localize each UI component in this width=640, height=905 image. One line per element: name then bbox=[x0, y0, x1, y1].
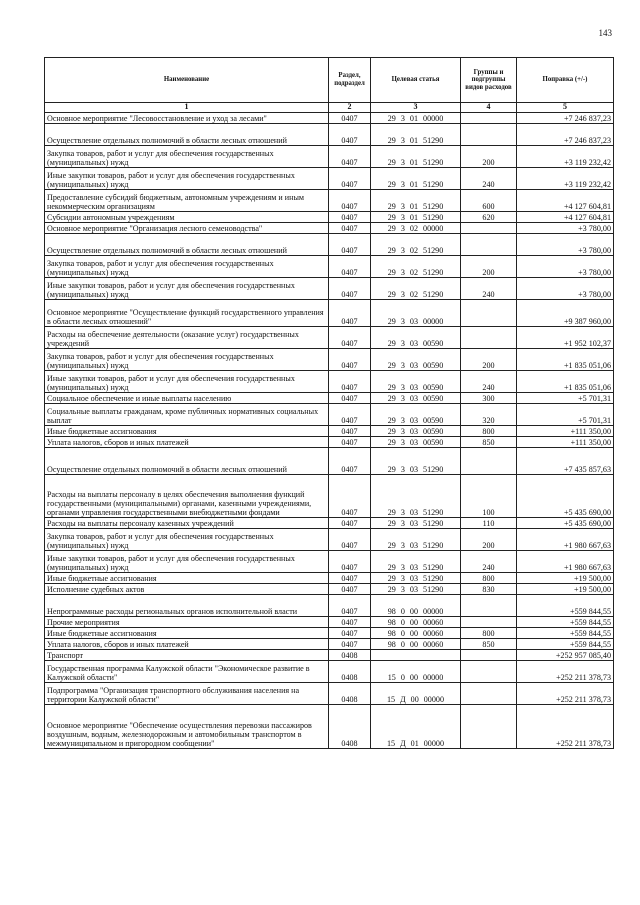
row-amount: +111 350,00 bbox=[517, 436, 614, 447]
row-target-article: 98 0 00 00000 bbox=[371, 594, 461, 616]
table-row bbox=[45, 682, 614, 704]
row-target-article: 29 3 03 51290 bbox=[371, 447, 461, 474]
table-row bbox=[45, 704, 614, 748]
header-amendment: Поправка (+/-) bbox=[517, 58, 614, 103]
row-target-article: 29 3 02 00000 bbox=[371, 222, 461, 233]
row-amount: +1 952 102,37 bbox=[517, 326, 614, 348]
row-expense-group bbox=[461, 660, 517, 682]
row-section: 0407 bbox=[329, 326, 371, 348]
row-amount: +3 780,00 bbox=[517, 255, 614, 277]
row-amount: +111 350,00 bbox=[517, 425, 614, 436]
row-target-article bbox=[371, 649, 461, 660]
row-section: 0408 bbox=[329, 649, 371, 660]
row-expense-group bbox=[461, 594, 517, 616]
table-row bbox=[45, 528, 614, 550]
row-name: Основное мероприятие "Осуществление функций государственного управления в области лесных отношений" bbox=[45, 299, 329, 326]
row-amount: +4 127 604,81 bbox=[517, 211, 614, 222]
row-target-article: 29 3 02 51290 bbox=[371, 255, 461, 277]
row-section: 0407 bbox=[329, 627, 371, 638]
row-amount: +9 387 960,00 bbox=[517, 299, 614, 326]
row-target-article: 98 0 00 00060 bbox=[371, 627, 461, 638]
row-expense-group: 240 bbox=[461, 277, 517, 299]
row-amount: +3 780,00 bbox=[517, 233, 614, 255]
row-expense-group bbox=[461, 233, 517, 255]
table-row bbox=[45, 277, 614, 299]
row-amount: +559 844,55 bbox=[517, 627, 614, 638]
row-amount: +1 835 051,06 bbox=[517, 348, 614, 370]
row-amount: +7 246 837,23 bbox=[517, 112, 614, 123]
row-target-article: 29 3 02 51290 bbox=[371, 233, 461, 255]
row-name: Непрограммные расходы региональных органов исполнительной власти bbox=[45, 594, 329, 616]
row-section: 0407 bbox=[329, 425, 371, 436]
table-row bbox=[45, 660, 614, 682]
table-row bbox=[45, 550, 614, 572]
column-number-row bbox=[45, 103, 614, 113]
row-target-article: 29 3 01 51290 bbox=[371, 167, 461, 189]
column-number: 2 bbox=[329, 103, 371, 113]
row-expense-group: 800 bbox=[461, 572, 517, 583]
row-target-article: 29 3 03 51290 bbox=[371, 528, 461, 550]
row-expense-group bbox=[461, 326, 517, 348]
row-name: Прочие мероприятия bbox=[45, 616, 329, 627]
row-name: Предоставление субсидий бюджетным, автономным учреждениям и иным некоммерческим организациям bbox=[45, 189, 329, 211]
row-target-article: 29 3 03 51290 bbox=[371, 474, 461, 517]
row-amount: +559 844,55 bbox=[517, 616, 614, 627]
header-name: Наименование bbox=[45, 58, 329, 103]
table-row bbox=[45, 233, 614, 255]
row-section: 0407 bbox=[329, 222, 371, 233]
row-amount: +252 211 378,73 bbox=[517, 704, 614, 748]
row-name: Уплата налогов, сборов и иных платежей bbox=[45, 638, 329, 649]
row-section: 0407 bbox=[329, 123, 371, 145]
row-amount: +559 844,55 bbox=[517, 594, 614, 616]
row-name: Расходы на выплаты персоналу казенных учреждений bbox=[45, 517, 329, 528]
table-row bbox=[45, 145, 614, 167]
column-number: 1 bbox=[45, 103, 329, 113]
row-expense-group bbox=[461, 447, 517, 474]
row-section: 0407 bbox=[329, 572, 371, 583]
budget-amendment-table bbox=[44, 57, 614, 749]
row-target-article: 29 3 03 51290 bbox=[371, 550, 461, 572]
row-section: 0407 bbox=[329, 638, 371, 649]
row-section: 0407 bbox=[329, 392, 371, 403]
row-section: 0408 bbox=[329, 704, 371, 748]
table-row bbox=[45, 517, 614, 528]
row-name: Закупка товаров, работ и услуг для обеспечения государственных (муниципальных) нужд bbox=[45, 255, 329, 277]
row-target-article: 29 3 01 51290 bbox=[371, 211, 461, 222]
row-section: 0407 bbox=[329, 255, 371, 277]
row-expense-group: 240 bbox=[461, 370, 517, 392]
row-name: Иные закупки товаров, работ и услуг для обеспечения государственных (муниципальных) нужд bbox=[45, 277, 329, 299]
row-section: 0407 bbox=[329, 436, 371, 447]
row-expense-group: 320 bbox=[461, 403, 517, 425]
table-row bbox=[45, 211, 614, 222]
row-amount: +3 780,00 bbox=[517, 277, 614, 299]
row-section: 0407 bbox=[329, 474, 371, 517]
row-name: Закупка товаров, работ и услуг для обеспечения государственных (муниципальных) нужд bbox=[45, 145, 329, 167]
table-row bbox=[45, 370, 614, 392]
header-target-article: Целевая статья bbox=[371, 58, 461, 103]
row-name: Закупка товаров, работ и услуг для обеспечения государственных (муниципальных) нужд bbox=[45, 348, 329, 370]
row-name: Основное мероприятие "Лесовосстановление и уход за лесами" bbox=[45, 112, 329, 123]
row-expense-group: 200 bbox=[461, 348, 517, 370]
row-expense-group bbox=[461, 649, 517, 660]
table-row bbox=[45, 616, 614, 627]
row-name: Иные закупки товаров, работ и услуг для обеспечения государственных (муниципальных) нужд bbox=[45, 167, 329, 189]
table-row bbox=[45, 326, 614, 348]
row-amount: +252 211 378,73 bbox=[517, 660, 614, 682]
row-target-article: 98 0 00 00060 bbox=[371, 616, 461, 627]
row-name: Социальное обеспечение и иные выплаты населению bbox=[45, 392, 329, 403]
row-expense-group: 300 bbox=[461, 392, 517, 403]
table-row bbox=[45, 189, 614, 211]
row-target-article: 29 3 02 51290 bbox=[371, 277, 461, 299]
row-target-article: 29 3 03 00590 bbox=[371, 436, 461, 447]
row-amount: +1 980 667,63 bbox=[517, 528, 614, 550]
row-amount: +3 119 232,42 bbox=[517, 145, 614, 167]
row-expense-group bbox=[461, 299, 517, 326]
row-name: Осуществление отдельных полномочий в области лесных отношений bbox=[45, 447, 329, 474]
header-row bbox=[45, 58, 614, 103]
row-target-article: 29 3 03 51290 bbox=[371, 583, 461, 594]
table-row bbox=[45, 348, 614, 370]
row-target-article: 29 3 01 51290 bbox=[371, 145, 461, 167]
row-amount: +4 127 604,81 bbox=[517, 189, 614, 211]
row-target-article: 29 3 01 51290 bbox=[371, 123, 461, 145]
row-section: 0407 bbox=[329, 528, 371, 550]
row-name: Подпрограмма "Организация транспортного обслуживания населения на территории Калужской области" bbox=[45, 682, 329, 704]
row-expense-group: 800 bbox=[461, 627, 517, 638]
row-expense-group: 110 bbox=[461, 517, 517, 528]
header-expense-group: Группы и подгруппы видов расходов bbox=[461, 58, 517, 103]
page-number: 143 bbox=[598, 28, 612, 38]
table-row bbox=[45, 299, 614, 326]
row-expense-group: 600 bbox=[461, 189, 517, 211]
header-section: Раздел, подраздел bbox=[329, 58, 371, 103]
row-name: Иные закупки товаров, работ и услуг для обеспечения государственных (муниципальных) нужд bbox=[45, 550, 329, 572]
row-target-article: 29 3 01 51290 bbox=[371, 189, 461, 211]
row-section: 0407 bbox=[329, 550, 371, 572]
row-name: Государственная программа Калужской области "Экономическое развитие в Калужской области" bbox=[45, 660, 329, 682]
table-row bbox=[45, 167, 614, 189]
row-section: 0407 bbox=[329, 299, 371, 326]
row-section: 0408 bbox=[329, 660, 371, 682]
column-number: 4 bbox=[461, 103, 517, 113]
row-expense-group: 830 bbox=[461, 583, 517, 594]
column-number: 5 bbox=[517, 103, 614, 113]
row-section: 0407 bbox=[329, 583, 371, 594]
table-row bbox=[45, 436, 614, 447]
row-expense-group: 200 bbox=[461, 528, 517, 550]
row-name: Социальные выплаты гражданам, кроме публичных нормативных социальных выплат bbox=[45, 403, 329, 425]
table-row bbox=[45, 583, 614, 594]
row-target-article: 15 Д 00 00000 bbox=[371, 682, 461, 704]
row-section: 0407 bbox=[329, 370, 371, 392]
row-section: 0407 bbox=[329, 189, 371, 211]
row-target-article: 15 Д 01 00000 bbox=[371, 704, 461, 748]
row-amount: +252 211 378,73 bbox=[517, 682, 614, 704]
row-expense-group bbox=[461, 222, 517, 233]
row-name: Осуществление отдельных полномочий в области лесных отношений bbox=[45, 123, 329, 145]
row-name: Иные бюджетные ассигнования bbox=[45, 627, 329, 638]
row-amount: +5 435 690,00 bbox=[517, 517, 614, 528]
row-section: 0407 bbox=[329, 447, 371, 474]
row-amount: +559 844,55 bbox=[517, 638, 614, 649]
row-amount: +1 835 051,06 bbox=[517, 370, 614, 392]
row-section: 0407 bbox=[329, 211, 371, 222]
row-target-article: 29 3 03 51290 bbox=[371, 572, 461, 583]
table-row bbox=[45, 627, 614, 638]
table-row bbox=[45, 649, 614, 660]
row-target-article: 29 3 03 00000 bbox=[371, 299, 461, 326]
row-target-article: 29 3 03 00590 bbox=[371, 392, 461, 403]
row-section: 0407 bbox=[329, 167, 371, 189]
row-amount: +1 980 667,63 bbox=[517, 550, 614, 572]
row-target-article: 29 3 03 00590 bbox=[371, 326, 461, 348]
row-amount: +19 500,00 bbox=[517, 583, 614, 594]
row-section: 0407 bbox=[329, 112, 371, 123]
row-name: Расходы на обеспечение деятельности (оказание услуг) государственных учреждений bbox=[45, 326, 329, 348]
row-expense-group: 200 bbox=[461, 145, 517, 167]
row-expense-group: 620 bbox=[461, 211, 517, 222]
row-name: Исполнение судебных актов bbox=[45, 583, 329, 594]
row-section: 0407 bbox=[329, 616, 371, 627]
row-expense-group bbox=[461, 704, 517, 748]
row-expense-group: 850 bbox=[461, 638, 517, 649]
row-expense-group bbox=[461, 682, 517, 704]
row-section: 0408 bbox=[329, 682, 371, 704]
row-expense-group: 850 bbox=[461, 436, 517, 447]
table-row bbox=[45, 255, 614, 277]
table-row bbox=[45, 222, 614, 233]
row-expense-group bbox=[461, 112, 517, 123]
row-section: 0407 bbox=[329, 517, 371, 528]
row-expense-group: 240 bbox=[461, 550, 517, 572]
table-row bbox=[45, 403, 614, 425]
row-name: Основное мероприятие "Организация лесного семеноводства" bbox=[45, 222, 329, 233]
row-expense-group: 100 bbox=[461, 474, 517, 517]
row-expense-group: 240 bbox=[461, 167, 517, 189]
row-name: Уплата налогов, сборов и иных платежей bbox=[45, 436, 329, 447]
row-name: Расходы на выплаты персоналу в целях обеспечения выполнения функций государственными (муниципальными) органами, казенными учреждениями, органами управления государственными внебюджетными фондами bbox=[45, 474, 329, 517]
row-name: Осуществление отдельных полномочий в области лесных отношений bbox=[45, 233, 329, 255]
row-section: 0407 bbox=[329, 348, 371, 370]
row-target-article: 29 3 03 00590 bbox=[371, 425, 461, 436]
row-expense-group: 800 bbox=[461, 425, 517, 436]
row-target-article: 29 3 03 00590 bbox=[371, 348, 461, 370]
table-row bbox=[45, 392, 614, 403]
table-row bbox=[45, 425, 614, 436]
row-expense-group: 200 bbox=[461, 255, 517, 277]
row-target-article: 98 0 00 00060 bbox=[371, 638, 461, 649]
table-row bbox=[45, 594, 614, 616]
table-row bbox=[45, 474, 614, 517]
table-row bbox=[45, 112, 614, 123]
row-amount: +7 246 837,23 bbox=[517, 123, 614, 145]
table-row bbox=[45, 123, 614, 145]
table-row bbox=[45, 638, 614, 649]
row-name: Транспорт bbox=[45, 649, 329, 660]
row-target-article: 29 3 03 00590 bbox=[371, 370, 461, 392]
row-expense-group bbox=[461, 616, 517, 627]
row-section: 0407 bbox=[329, 594, 371, 616]
row-name: Закупка товаров, работ и услуг для обеспечения государственных (муниципальных) нужд bbox=[45, 528, 329, 550]
row-target-article: 29 3 03 51290 bbox=[371, 517, 461, 528]
row-target-article: 15 0 00 00000 bbox=[371, 660, 461, 682]
row-target-article: 29 3 01 00000 bbox=[371, 112, 461, 123]
row-name: Иные закупки товаров, работ и услуг для обеспечения государственных (муниципальных) нужд bbox=[45, 370, 329, 392]
row-amount: +5 435 690,00 bbox=[517, 474, 614, 517]
row-expense-group bbox=[461, 123, 517, 145]
table-row bbox=[45, 572, 614, 583]
row-amount: +5 701,31 bbox=[517, 403, 614, 425]
row-amount: +7 435 857,63 bbox=[517, 447, 614, 474]
row-amount: +3 119 232,42 bbox=[517, 167, 614, 189]
table-row bbox=[45, 447, 614, 474]
row-name: Иные бюджетные ассигнования bbox=[45, 425, 329, 436]
row-name: Иные бюджетные ассигнования bbox=[45, 572, 329, 583]
row-section: 0407 bbox=[329, 145, 371, 167]
row-amount: +19 500,00 bbox=[517, 572, 614, 583]
row-name: Основное мероприятие "Обеспечение осуществления перевозки пассажиров воздушным, водным, железнодорожным и автомобильным транспортом в межмуниципальном и пригородном сообщении" bbox=[45, 704, 329, 748]
row-amount: +252 957 085,40 bbox=[517, 649, 614, 660]
column-number: 3 bbox=[371, 103, 461, 113]
row-target-article: 29 3 03 00590 bbox=[371, 403, 461, 425]
row-section: 0407 bbox=[329, 403, 371, 425]
row-section: 0407 bbox=[329, 233, 371, 255]
row-section: 0407 bbox=[329, 277, 371, 299]
row-amount: +5 701,31 bbox=[517, 392, 614, 403]
row-name: Субсидии автономным учреждениям bbox=[45, 211, 329, 222]
row-amount: +3 780,00 bbox=[517, 222, 614, 233]
